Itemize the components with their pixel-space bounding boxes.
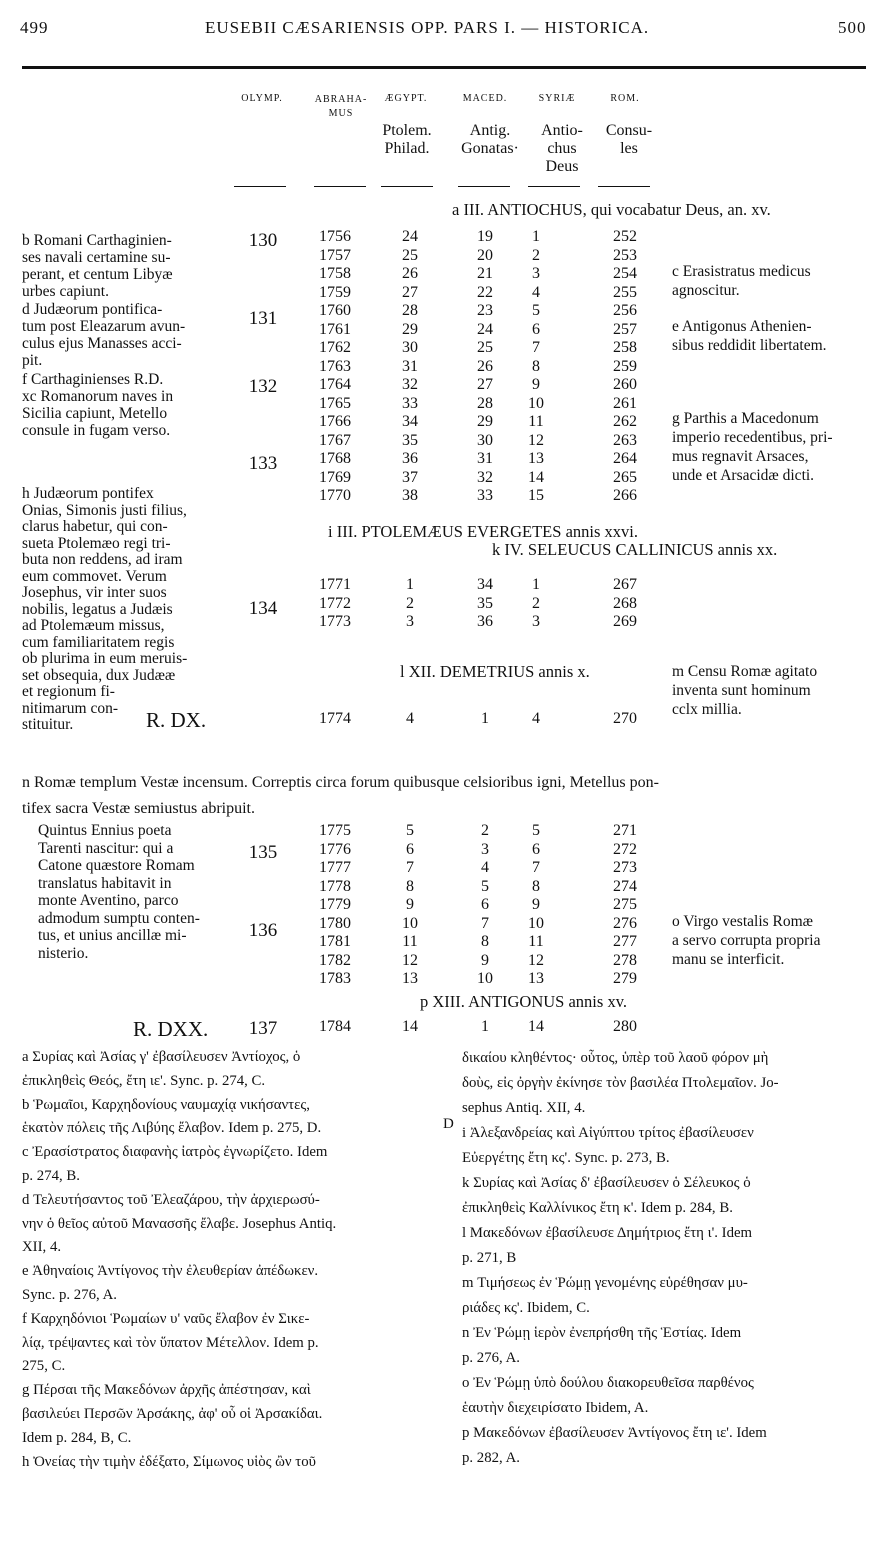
rom-value: 280: [613, 1018, 637, 1035]
rom-value: 264: [613, 450, 637, 467]
aegypt-value: 6: [406, 840, 414, 858]
col-abraham-values: [310, 576, 360, 632]
footnote-line: Sync. p. 276, A.: [22, 1286, 117, 1303]
olymp-number: 136: [248, 920, 278, 941]
note-n: n Romæ templum Vestæ incensum. Correptis circa forum quibusque celsioribus igni, Metellus pon- tifex sacra Vestæ semiustus abripuit.: [22, 774, 659, 817]
col-maced: MACED.: [462, 93, 508, 104]
syriae-value: 11: [528, 413, 544, 430]
footnote-line: l Μακεδόνων ἐβασίλευσε Δημήτριος ἔτη ι'. Idem: [462, 1225, 753, 1241]
sub-rom: Consu- les: [605, 122, 653, 157]
running-title: EUSEBII CÆSARIENSIS OPP. PARS I. — HISTORICA.: [205, 18, 650, 37]
maced-value: 33: [477, 487, 493, 504]
note-line: f Carthaginienses R.D.: [22, 371, 164, 388]
syriae-value: 3: [532, 613, 540, 630]
footnote-line: c Ἐρασίστρατος διαφανὴς ἰατρὸς ἐγνωρίζετο. Idem: [22, 1144, 328, 1161]
syriae-value: 5: [532, 302, 540, 319]
col-divider: [528, 186, 580, 187]
aegypt-value: 13: [402, 970, 418, 987]
abraham-value: 1761: [319, 320, 351, 338]
note-line: mus regnavit Arsaces,: [672, 448, 809, 465]
rom-value: 257: [613, 320, 637, 338]
abraham-value: 1774: [319, 710, 351, 727]
syriae-value: 8: [532, 357, 540, 375]
col-divider: [458, 186, 510, 187]
maced-value: 1: [481, 1018, 489, 1035]
col-rom: ROM.: [610, 93, 640, 104]
note-line: translatus habitavit in: [38, 874, 172, 892]
abraham-value: 1760: [319, 302, 351, 319]
maced-value: 6: [481, 896, 489, 913]
note-line: nobilis, legatus a Judæis: [22, 600, 173, 618]
abraham-value: 1773: [319, 613, 351, 630]
col-abraham-values: [310, 822, 360, 989]
syriae-value: 6: [532, 840, 540, 858]
aegypt-value: 27: [402, 283, 418, 301]
footnote-line: h Ὀνείας τὴν τιμὴν ἐδέξατο, Σίμωνος υἱὸς ὢν τοῦ: [22, 1453, 316, 1470]
note-line: monte Aventino, parco: [38, 892, 179, 909]
roman-year-marker: R. DXX.: [133, 1017, 209, 1041]
header-rule: [22, 66, 866, 69]
aegypt-value: 24: [402, 228, 418, 245]
col-divider: [234, 186, 286, 187]
maced-value: 29: [477, 413, 493, 430]
syriae-value: 7: [532, 859, 540, 876]
rom-value: 277: [613, 933, 637, 950]
syriae-value: 10: [528, 914, 544, 932]
note-line: Quintus Ennius poeta: [38, 822, 172, 839]
aegypt-value: 5: [406, 822, 414, 839]
aegypt-value: 3: [406, 613, 414, 630]
rom-value: 252: [613, 228, 637, 245]
abraham-value: 1782: [319, 951, 351, 969]
aegypt-value: 34: [402, 413, 418, 430]
note-h: [22, 486, 187, 734]
aegypt-value: 8: [406, 877, 414, 895]
aegypt-value: 14: [402, 1018, 418, 1035]
aegypt-value: 38: [402, 487, 418, 504]
aegypt-value: 31: [402, 357, 418, 375]
note-line: Catone quæstore Romam: [38, 857, 195, 874]
maced-value: 4: [481, 859, 489, 876]
note-line: cum familiaritatem regis: [22, 633, 175, 651]
col-aegypt-values: [390, 228, 430, 506]
abraham-value: 1784: [319, 1018, 351, 1035]
page-number-right: 500: [838, 18, 867, 37]
maced-value: 20: [477, 246, 493, 264]
reign-demetrius: l XII. DEMETRIUS annis x.: [400, 662, 590, 681]
note-line: d Judæorum pontifica-: [22, 301, 163, 318]
aegypt-value: 35: [402, 431, 418, 449]
footnote-line: βασιλεύει Περσῶν Ἀρσάκης, ἀφ' οὗ οἱ Ἀρσακίδαι.: [22, 1405, 323, 1422]
aegypt-value: 36: [402, 450, 418, 467]
syriae-value: 6: [532, 320, 540, 338]
note-line: consule in fugam verso.: [22, 422, 171, 439]
col-divider: [314, 186, 366, 187]
maced-value: 8: [481, 933, 489, 950]
maced-value: 25: [477, 339, 493, 356]
abraham-value: 1767: [319, 431, 351, 449]
syriae-value: 7: [532, 339, 540, 356]
syriae-value: 3: [532, 265, 540, 282]
abraham-value: 1756: [319, 228, 351, 245]
rom-value: 279: [613, 970, 637, 987]
footnote-line: p. 276, A.: [462, 1350, 520, 1366]
footnote-line: n Ἐν Ῥώμῃ ἱερὸν ἐνεπρήσθη τῆς Ἑστίας. Idem: [462, 1325, 742, 1341]
rom-value: 268: [613, 594, 637, 612]
note-b: [22, 232, 173, 300]
footnote-line: λίᾳ, τρέψαντες καὶ τὸν ὕπατον Μέτελλον. Idem p.: [22, 1334, 319, 1351]
footnote-line: g Πέρσαι τῆς Μακεδόνων ἀρχῆς ἀπέστησαν, καὶ: [22, 1382, 311, 1399]
rom-value: 272: [613, 840, 637, 858]
olymp-number: 135: [248, 842, 278, 863]
syriae-value: 13: [528, 970, 544, 987]
note-line: sibus reddidit libertatem.: [672, 337, 827, 354]
abraham-value: 1758: [319, 265, 351, 282]
aegypt-value: 11: [402, 933, 418, 950]
note-line: eum commovet. Verum: [22, 567, 167, 585]
footnote-line: νην ὁ θεῖος αὐτοῦ Μανασσῆς ἔλαβε. Josephus Antiq.: [22, 1215, 337, 1232]
rom-value: 265: [613, 468, 637, 486]
rom-value: 261: [613, 394, 637, 412]
aegypt-value: 2: [406, 594, 414, 612]
abraham-value: 1764: [319, 376, 351, 393]
aegypt-value: 25: [402, 246, 418, 264]
col-olymp: OLYMP.: [241, 93, 283, 104]
note-line: tus, et unius ancillæ mi-: [38, 927, 187, 944]
abraham-value: 1768: [319, 450, 351, 467]
note-line: Tarenti nascitur: qui a: [38, 839, 174, 857]
col-syriae-values: [516, 822, 556, 989]
note-line: ob plurima in eum meruis-: [22, 650, 188, 667]
footnote-line: f Καρχηδόνιοι Ῥωμαίων υ' ναῦς ἔλαβον ἐν Σικε-: [22, 1310, 310, 1327]
note-line: stituitur.: [22, 716, 74, 733]
reign-seleucus: k IV. SELEUCUS CALLINICUS annis xx.: [492, 540, 778, 559]
col-divider: [598, 186, 650, 187]
abraham-value: 1775: [319, 822, 351, 839]
col-syriae-values: [516, 576, 556, 632]
syriae-value: 13: [528, 450, 544, 467]
reign-ptolemaeus: i III. PTOLEMÆUS EVERGETES annis xxvi.: [328, 522, 638, 541]
syriae-value: 4: [532, 283, 540, 301]
olymp-number: 130: [248, 230, 278, 251]
rom-value: 270: [613, 710, 637, 727]
note-line: imperio recedentibus, pri-: [672, 429, 833, 446]
maced-value: 2: [481, 822, 489, 839]
footnote-line: Εὐεργέτης ἔτη κς'. Sync. p. 273, B.: [462, 1150, 670, 1166]
sub-aegypt: Ptolem. Philad.: [382, 122, 432, 157]
note-line: e Antigonus Athenien-: [672, 318, 812, 335]
maced-value: 7: [481, 914, 489, 932]
aegypt-value: 12: [402, 951, 418, 969]
note-line: ad Ptolemæum missus,: [22, 617, 165, 634]
col-rom-values: [605, 576, 645, 632]
syriae-value: 9: [532, 896, 540, 913]
note-line: g Parthis a Macedonum: [672, 410, 819, 427]
maced-value: 34: [477, 576, 493, 593]
col-abraham-values: [310, 228, 360, 506]
aegypt-value: 10: [402, 914, 418, 932]
aegypt-value: 26: [402, 265, 418, 282]
footnote-margin-marker: D: [443, 1116, 454, 1132]
note-line: tum post Eleazarum avun-: [22, 318, 186, 335]
maced-value: 3: [481, 840, 489, 858]
footnote-line: e Ἀθηναίοις Ἀντίγονος τὴν ἐλευθερίαν ἀπέδωκεν.: [22, 1263, 319, 1280]
aegypt-value: 33: [402, 394, 418, 412]
aegypt-value: 32: [402, 376, 418, 393]
note-line: buta non reddens, ad iram: [22, 551, 183, 568]
roman-year-marker: R. DX.: [146, 708, 207, 732]
abraham-value: 1765: [319, 394, 351, 412]
maced-value: 28: [477, 394, 493, 412]
rom-value: 276: [613, 914, 637, 932]
syriae-value: 2: [532, 246, 540, 264]
col-aegypt-values: [390, 576, 430, 632]
note-line: h Judæorum pontifex: [22, 485, 154, 502]
syriae-value: 10: [528, 394, 544, 412]
note-line: c Erasistratus medicus: [672, 263, 811, 280]
col-rom-values: [605, 228, 645, 506]
footnote-line: a Συρίας καὶ Ἀσίας γ' ἐβασίλευσεν Ἀντίοχος, ὁ: [22, 1049, 301, 1065]
aegypt-value: 30: [402, 339, 418, 356]
footnote-line: 275, C.: [22, 1358, 66, 1375]
note-line: perant, et centum Libyæ: [22, 266, 173, 283]
maced-value: 21: [477, 265, 493, 282]
maced-value: 31: [477, 450, 493, 467]
note-quintus: [38, 822, 200, 962]
syriae-value: 1: [532, 228, 540, 245]
abraham-value: 1780: [319, 914, 351, 932]
rom-value: 259: [613, 357, 637, 375]
rom-value: 258: [613, 339, 637, 356]
rom-value: 278: [613, 951, 637, 969]
syriae-value: 12: [528, 951, 544, 969]
syriae-value: 15: [528, 487, 544, 504]
maced-value: 10: [477, 970, 493, 987]
rom-value: 269: [613, 613, 637, 630]
rom-value: 263: [613, 431, 637, 449]
abraham-value: 1766: [319, 413, 351, 430]
footnote-line: b Ῥωμαῖοι, Καρχηδονίους ναυμαχίᾳ νικήσαντες,: [22, 1096, 310, 1113]
col-syriae-values: [516, 228, 556, 506]
maced-value: 5: [481, 877, 489, 895]
col-rom-values: [605, 822, 645, 989]
maced-value: 1: [481, 710, 489, 727]
abraham-value: 1771: [319, 576, 351, 593]
syriae-value: 12: [528, 431, 544, 449]
abraham-value: 1762: [319, 339, 351, 356]
page-number-left: 499: [20, 18, 49, 37]
aegypt-value: 37: [402, 468, 418, 486]
abraham-value: 1777: [319, 859, 351, 876]
aegypt-value: 4: [406, 710, 414, 727]
reign-antiochus: a III. ANTIOCHUS, qui vocabatur Deus, an. xv.: [452, 200, 771, 219]
note-line: cclx millia.: [672, 701, 742, 718]
note-line: nisterio.: [38, 944, 89, 962]
note-line: unde et Arsacidæ dicti.: [672, 467, 815, 484]
rom-value: 256: [613, 302, 637, 319]
aegypt-value: 9: [406, 896, 414, 913]
abraham-value: 1779: [319, 896, 351, 913]
note-line: set obsequia, dux Judææ: [22, 666, 176, 684]
note-line: ses navali certamine su-: [22, 249, 171, 266]
syriae-value: 9: [532, 376, 540, 393]
note-f: [22, 371, 173, 439]
note-o: [672, 912, 820, 969]
footnote-line: o Ἐν Ῥώμῃ ὑπὸ δούλου διακορευθεῖσα παρθένος: [462, 1375, 754, 1391]
rom-value: 271: [613, 822, 637, 839]
aegypt-value: 7: [406, 859, 414, 876]
aegypt-value: 28: [402, 302, 418, 319]
footnote-line: δικαίου κληθέντος· οὗτος, ὑπὲρ τοῦ λαοῦ φόρον μὴ: [462, 1050, 769, 1066]
col-maced-values: [465, 576, 505, 632]
note-line: Josephus, vir inter suos: [22, 584, 167, 601]
col-maced-values: [465, 228, 505, 506]
col-syriae: SYRIÆ: [538, 93, 576, 104]
footnote-line: ριάδες κς'. Ibidem, C.: [462, 1300, 590, 1316]
note-line: nitimarum con-: [22, 699, 118, 717]
note-line: sueta Ptolemæo regi tri-: [22, 534, 171, 552]
footnote-line: p. 282, A.: [462, 1450, 520, 1466]
abraham-value: 1769: [319, 468, 351, 486]
footnote-line: p Μακεδόνων ἐβασίλευσεν Ἀντίγονος ἔτη ιε'. Idem: [462, 1425, 767, 1441]
sub-syriae: Antio- chus Deus: [541, 122, 583, 175]
rom-value: 262: [613, 413, 637, 430]
rom-value: 253: [613, 246, 637, 264]
olymp-number: 132: [248, 376, 278, 397]
maced-value: 35: [477, 594, 493, 612]
olymp-number: 137: [248, 1018, 278, 1039]
note-line: culus ejus Manasses acci-: [22, 335, 182, 352]
note-line: xc Romanorum naves in: [22, 388, 174, 405]
maced-value: 27: [477, 376, 493, 393]
note-line: agnoscitur.: [672, 282, 740, 299]
footnotes-left-column: [22, 1046, 336, 1474]
maced-value: 24: [477, 320, 493, 338]
footnote-line: k Συρίας καὶ Ἀσίας δ' ἐβασίλευσεν ὁ Σέλευκος ὁ: [462, 1175, 751, 1191]
note-line: admodum sumptu conten-: [38, 909, 200, 927]
olymp-number: 131: [248, 308, 278, 329]
syriae-value: 14: [528, 468, 544, 486]
col-abraham: ABRAHA- MUS: [314, 94, 368, 119]
abraham-value: 1772: [319, 594, 351, 612]
maced-value: 36: [477, 613, 493, 630]
note-line: urbes capiunt.: [22, 283, 109, 300]
note-line: et regionum fi-: [22, 683, 115, 700]
rom-value: 274: [613, 877, 637, 895]
col-aegypt-values: [390, 822, 430, 989]
olymp-number: 133: [248, 453, 278, 474]
maced-value: 32: [477, 468, 493, 486]
note-line: clarus habetur, qui con-: [22, 518, 168, 535]
rom-value: 254: [613, 265, 637, 282]
syriae-value: 8: [532, 877, 540, 895]
abraham-value: 1776: [319, 840, 351, 858]
footnote-line: ἑκατὸν πόλεις τῆς Λιβύης ἔλαβον. Idem p. 275, D.: [22, 1120, 322, 1137]
note-line: Sicilia capiunt, Metello: [22, 405, 168, 422]
maced-value: 22: [477, 283, 493, 301]
footnote-line: i Ἀλεξανδρείας καὶ Αἰγύπτου τρίτος ἐβασίλευσεν: [462, 1125, 754, 1141]
syriae-value: 14: [528, 1018, 544, 1035]
aegypt-value: 1: [406, 576, 414, 593]
footnote-line: ἐπικληθεὶς Καλλίνικος ἔτη κ'. Idem p. 284, B.: [462, 1200, 733, 1216]
footnote-line: p. 271, B: [462, 1250, 517, 1266]
maced-value: 23: [477, 302, 493, 319]
maced-value: 19: [477, 228, 493, 245]
note-line: o Virgo vestalis Romæ: [672, 913, 814, 930]
abraham-value: 1781: [319, 933, 351, 950]
maced-value: 26: [477, 357, 493, 375]
note-line: m Censu Romæ agitato: [672, 663, 818, 680]
footnote-line: Idem p. 284, B, C.: [22, 1429, 132, 1446]
note-e: [672, 317, 827, 355]
rom-value: 260: [613, 376, 637, 393]
note-g: [672, 409, 833, 485]
rom-value: 273: [613, 859, 637, 876]
footnotes-right-column: [462, 1046, 779, 1471]
note-line: inventa sunt hominum: [672, 682, 811, 699]
note-d: [22, 301, 185, 369]
rom-value: 266: [613, 487, 637, 504]
note-line: Onias, Simonis justi filius,: [22, 501, 187, 519]
note-m: [672, 662, 817, 719]
abraham-value: 1770: [319, 487, 351, 504]
syriae-value: 1: [532, 576, 540, 593]
rom-value: 275: [613, 896, 637, 913]
footnote-line: p. 274, B.: [22, 1167, 80, 1184]
note-line: b Romani Carthaginien-: [22, 232, 172, 249]
syriae-value: 2: [532, 594, 540, 612]
footnote-line: ἑαυτὴν διεχειρίσατο Ibidem, A.: [462, 1400, 649, 1416]
syriae-value: 4: [532, 710, 540, 727]
abraham-value: 1778: [319, 877, 351, 895]
abraham-value: 1759: [319, 283, 351, 301]
note-line: a servo corrupta propria: [672, 932, 821, 949]
footnote-line: d Τελευτήσαντος τοῦ Ἐλεαζάρου, τὴν ἀρχιερωσύ-: [22, 1191, 320, 1208]
sub-maced: Antig. Gonatas·: [461, 122, 519, 157]
reign-antigonus: p XIII. ANTIGONUS annis xv.: [420, 992, 627, 1011]
footnote-line: m Τιμήσεως ἐν Ῥώμῃ γενομένης εὑρέθησαν μυ-: [462, 1275, 748, 1291]
note-c: [672, 262, 811, 300]
aegypt-value: 29: [402, 320, 418, 338]
footnote-line: XII, 4.: [22, 1239, 62, 1256]
maced-value: 30: [477, 431, 493, 449]
rom-value: 255: [613, 283, 637, 301]
syriae-value: 5: [532, 822, 540, 839]
footnote-line: ἐπικληθεὶς Θεός, ἔτη ιε'. Sync. p. 274, C.: [22, 1072, 266, 1089]
olymp-number: 134: [248, 598, 278, 619]
col-divider: [381, 186, 433, 187]
abraham-value: 1783: [319, 970, 351, 987]
rom-value: 267: [613, 576, 637, 593]
syriae-value: 11: [528, 933, 544, 950]
footnote-line: sephus Antiq. XII, 4.: [462, 1100, 586, 1116]
abraham-value: 1763: [319, 357, 351, 375]
abraham-value: 1757: [319, 246, 351, 264]
col-maced-values: [465, 822, 505, 989]
note-line: pit.: [22, 352, 43, 369]
note-line: manu se interficit.: [672, 951, 785, 968]
maced-value: 9: [481, 951, 489, 969]
footnote-line: δοὺς, εἰς ὀργὴν ἐκίνησε τὸν βασιλέα Πτολεμαῖον. Jo-: [462, 1075, 779, 1091]
col-aegypt: ÆGYPT.: [384, 93, 428, 104]
